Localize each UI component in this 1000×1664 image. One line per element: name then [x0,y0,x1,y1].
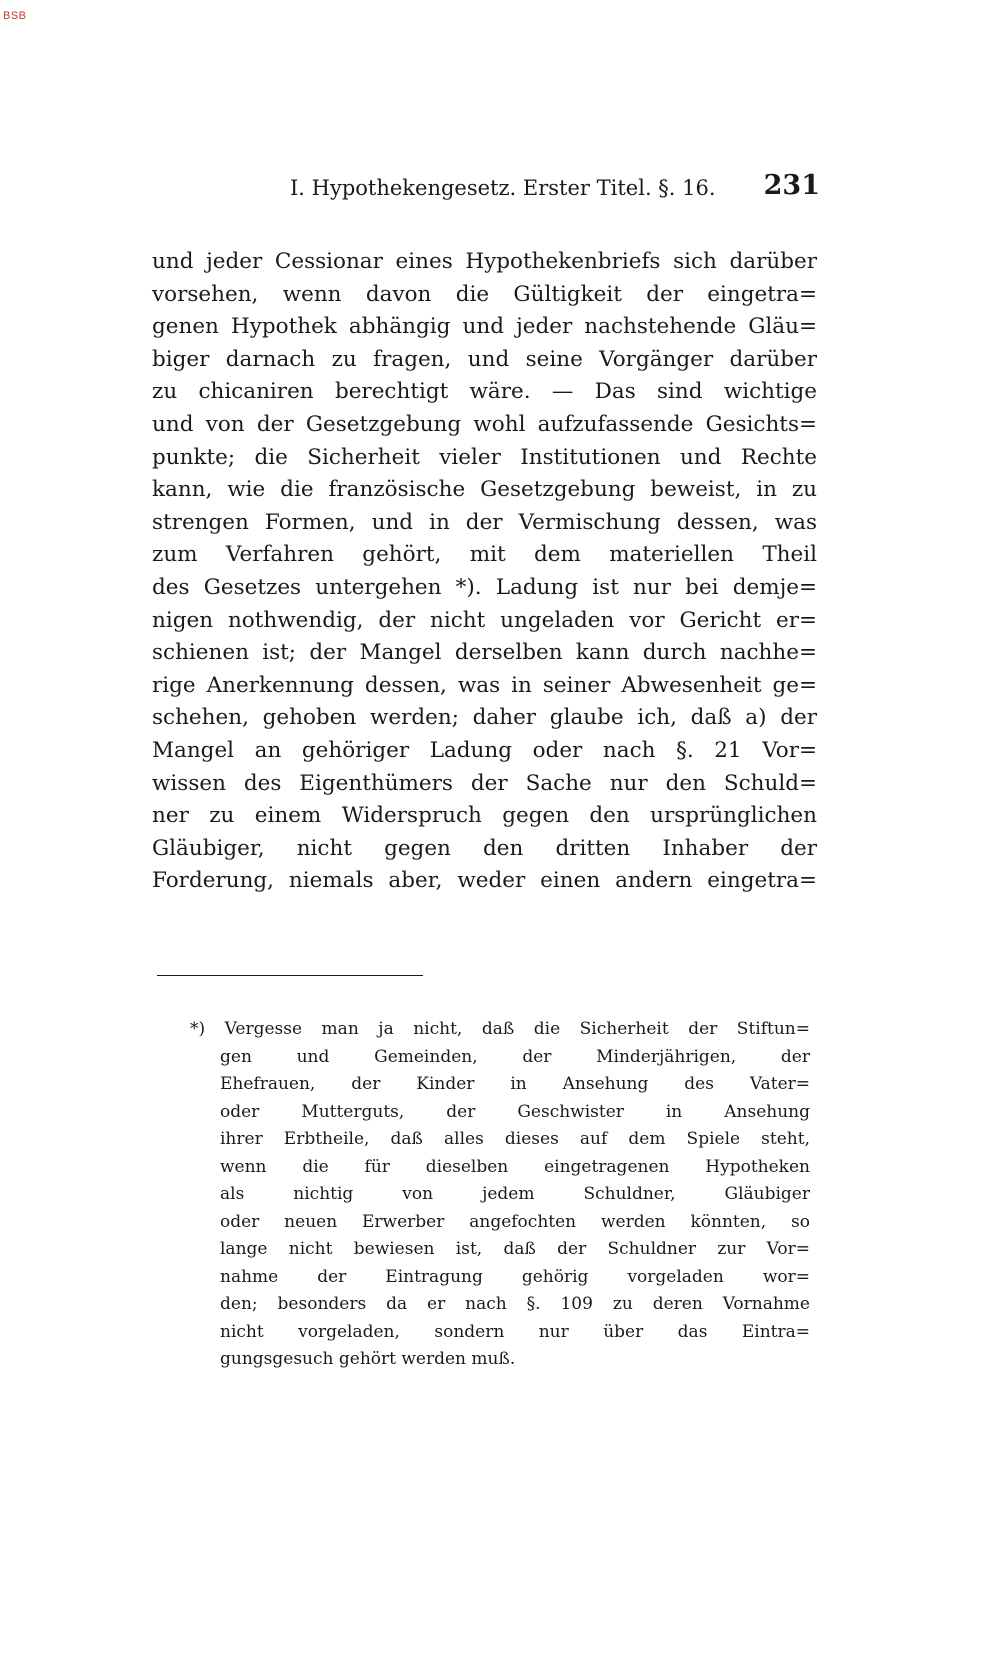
text-line: des Gesetzes untergehen *). Ladung ist nur bei demje= [152,574,817,600]
text-line: Mangel an gehöriger Ladung oder nach §. 21 Vor= [152,737,817,763]
footnote-line: nahme der Eintragung gehörig vorgeladen wor= [220,1266,810,1287]
footnote-line: oder neuen Erwerber angefochten werden könnten, so [220,1211,810,1232]
footnote-line: ihrer Erbtheile, daß alles dieses auf dem Spiele steht, [220,1129,810,1149]
footnote-line: gen und Gemeinden, der Minderjährigen, der [220,1046,810,1067]
text-line: und jeder Cessionar eines Hypothekenbriefs sich darüber [152,249,817,274]
text-line: nigen nothwendig, der nicht ungeladen vor Gericht er= [152,607,817,633]
text-line: ner zu einem Widerspruch gegen den ursprünglichen [152,803,817,829]
page-number: 231 [763,170,820,201]
text-line: und von der Gesetzgebung wohl aufzufassende Gesichts= [152,411,817,437]
text-line: wissen des Eigenthümers der Sache nur den Schuld= [152,770,817,796]
running-head [290,170,820,210]
footnote-line [190,1016,810,1044]
footnote-line: den; besonders da er nach §. 109 zu deren Vornahme [220,1294,810,1314]
text-line: schehen, gehoben werden; daher glaube ich, daß a) der [152,705,817,731]
footnote-line: wenn die für dieselben eingetragenen Hypotheken [220,1156,810,1177]
running-title: I. Hypothekengesetz. Erster Titel. §. 16. [290,176,716,200]
footnote-line: nicht vorgeladen, sondern nur über das Eintra= [220,1321,810,1342]
footnote-line-text: Vergesse man ja nicht, daß die Sicherheit der Stiftun= [224,1019,810,1039]
footnote-line: lange nicht bewiesen ist, daß der Schuldner zur Vor= [220,1239,810,1259]
text-line: biger darnach zu fragen, und seine Vorgänger darüber [152,346,817,372]
text-line: genen Hypothek abhängig und jeder nachstehende Gläu= [152,314,817,340]
text-line: zum Verfahren gehört, mit dem materiellen Theil [152,542,817,568]
text-line: strengen Formen, und in der Vermischung dessen, was [152,509,817,535]
footnote-rule [157,975,423,976]
footnote-line: oder Mutterguts, der Geschwister in Ansehung [220,1101,810,1122]
footnote-line: Ehefrauen, der Kinder in Ansehung des Vater= [220,1074,810,1094]
text-line: schienen ist; der Mangel derselben kann durch nachhe= [152,640,817,666]
text-line: kann, wie die französische Gesetzgebung beweist, in zu [152,477,817,503]
text-line: Gläubiger, nicht gegen den dritten Inhaber der [152,835,817,861]
footnote [190,1016,810,1374]
footnote-line: als nichtig von jedem Schuldner, Gläubiger [220,1184,810,1204]
text-line: rige Anerkennung dessen, was in seiner Abwesenheit ge= [152,672,817,698]
text-line: zu chicaniren berechtigt wäre. — Das sind wichtige [152,379,817,405]
library-mark: BSB [3,10,27,22]
footnote-marker: *) [190,1019,206,1039]
text-line: Forderung, niemals aber, weder einen andern eingetra= [152,868,817,894]
text-line: punkte; die Sicherheit vieler Institutionen und Rechte [152,444,817,470]
footnote-line: gungsgesuch gehört werden muß. [220,1349,516,1369]
text-line: vorsehen, wenn davon die Gültigkeit der eingetra= [152,281,817,307]
main-text [152,246,817,898]
